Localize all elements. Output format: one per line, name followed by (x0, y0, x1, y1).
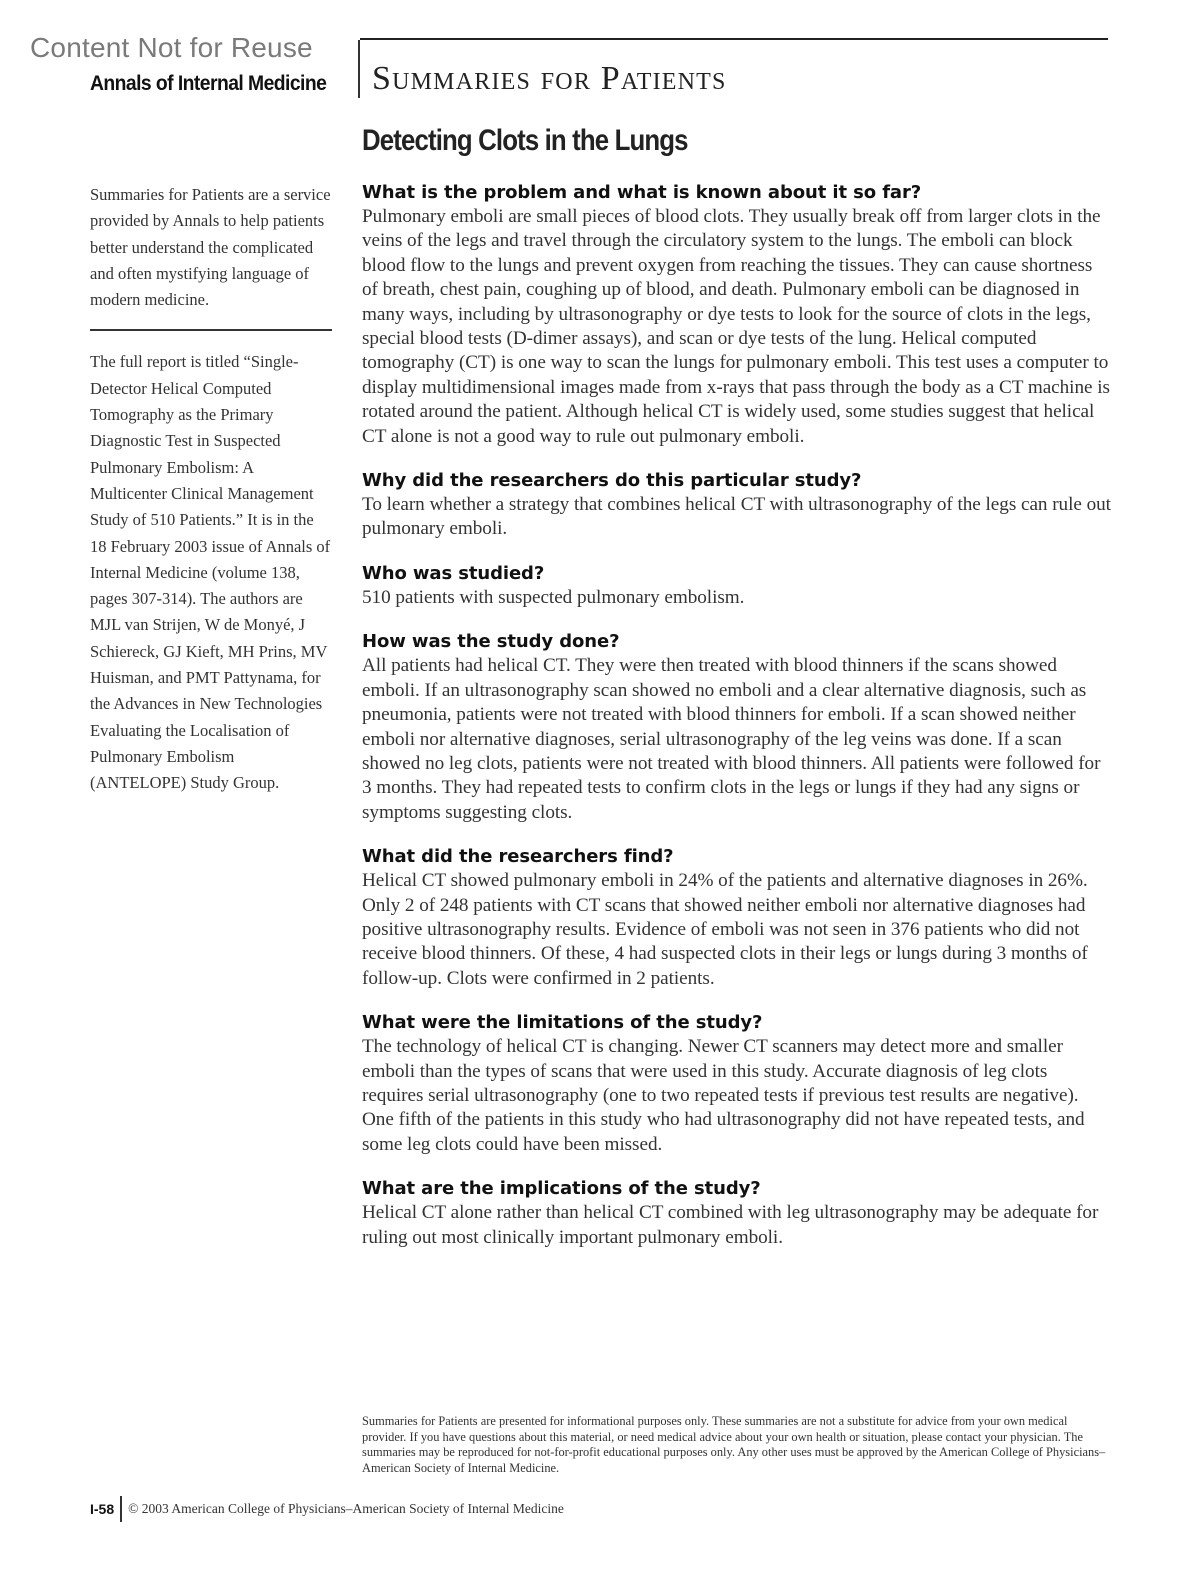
footer-divider (120, 1496, 122, 1522)
section-title: Summaries for Patients (372, 60, 727, 97)
section-implications (362, 1176, 1112, 1250)
journal-name: Annals of Internal Medicine (90, 72, 327, 95)
copyright: © 2003 American College of Physicians–American Society of Internal Medicine (128, 1501, 564, 1516)
section-heading: What is the problem and what is known about it so far? (362, 182, 922, 203)
section-heading: How was the study done? (362, 631, 620, 653)
section-findings (362, 844, 1112, 991)
page-number: I-58 (90, 1501, 115, 1517)
sidebar-divider (90, 329, 332, 331)
section-heading: Who was studied? (362, 562, 545, 584)
section-body: 510 patients with suspected pulmonary embolism. (362, 586, 745, 608)
section-body: Helical CT alone rather than helical CT combined with leg ultrasonography may be adequate for ruling out most clinically important pulmonary emboli. (362, 1202, 1099, 1248)
section-heading: What are the implications of the study? (362, 1178, 761, 1200)
article-body (362, 180, 1112, 1269)
sidebar-intro: Summaries for Patients are a service provided by Annals to help patients better understand the complicated and often mystifying language of modern medicine. (90, 185, 331, 310)
section-limitations (362, 1010, 1112, 1157)
section-heading: What did the researchers find? (362, 846, 674, 868)
header-divider (358, 40, 360, 98)
section-body: The technology of helical CT is changing. Newer CT scanners may detect more and smaller emboli than the types of scans that were used in this study. Accurate diagnosis of leg clots requires serial ultrasonography (one to two repeated tests if previous test results are negative). One fifth of the patients in this study who had ultrasonography did not have repeated tests, and some leg clots could have been missed. (362, 1036, 1085, 1155)
section-problem (362, 180, 1112, 449)
section-heading: What were the limitations of the study? (362, 1012, 763, 1034)
sidebar (90, 182, 332, 797)
footer-disclaimer: Summaries for Patients are presented for informational purposes only. These summaries are not a substitute for advice from your own medical provider. If you have questions about this material, or need medical advice about your own health or situation, please contact your physician. The summaries may be reproduced for not-for-profit educational purposes only. Any other uses must be approved by the American College of Physicians–American Society of Internal Medicine. (362, 1414, 1106, 1475)
sidebar-report-citation: The full report is titled “Single-Detector Helical Computed Tomography as the Primary Diagnostic Test in Suspected Pulmonary Embolism: A Multicenter Clinical Management Study of 510 Patients.” It is in the 18 February 2003 issue of Annals of Internal Medicine (volume 138, pages 307-314). The authors are MJL van Strijen, W de Monyé, J Schiereck, GJ Kieft, MH Prins, MV Huisman, and PMT Pattynama, for the Advances in New Technologies Evaluating the Localisation of Pulmonary Embolism (ANTELOPE) Study Group. (90, 352, 331, 793)
section-how (362, 629, 1112, 825)
section-body: All patients had helical CT. They were then treated with blood thinners if the scans showed emboli. If an ultrasonography scan showed no emboli and a clear alternative diagnosis, such as pneumonia, patients were not treated with blood thinners for emboli. If a scan showed neither emboli nor alternative diagnoses, serial ultrasonography of the leg veins was done. If a scan showed no leg clots, patients were not treated with blood thinners. All patients were followed for 3 months. They had repeated tests to confirm clots in the legs or lungs if they had any signs or symptoms suggesting clots. (362, 655, 1101, 823)
section-body: Pulmonary emboli are small pieces of blood clots. They usually break off from larger clots in the veins of the legs and travel through the circulatory system to the lungs. The emboli can block blood flow to the lungs and prevent oxygen from reaching the tissues. They can cause shortness of breath, chest pain, coughing up of blood, and death. Pulmonary emboli can be diagnosed in many ways, including by ultrasonography or dye tests to look for the source of clots in the legs, special blood tests (D-dimer assays), and scan or dye tests of the lung. Helical computed tomography (CT) is one way to scan the lungs for pulmonary emboli. This test uses a computer to display multidimensional images made from x-rays that pass through the body as a CT machine is rotated around the patient. Although helical CT is widely used, some studies suggest that helical CT alone is not a good way to rule out pulmonary emboli. (362, 206, 1110, 447)
section-heading: Why did the researchers do this particular study? (362, 470, 862, 492)
section-body: To learn whether a strategy that combines helical CT with ultrasonography of the legs can rule out pulmonary emboli. (362, 494, 1111, 540)
section-why (362, 468, 1112, 542)
article-title: Detecting Clots in the Lungs (362, 124, 688, 157)
section-body: Helical CT showed pulmonary emboli in 24% of the patients and alternative diagnoses in 26%. Only 2 of 248 patients with CT scans that showed neither emboli nor alternative diagnoses had positive ultrasonography results. Evidence of emboli was not seen in 376 patients who did not receive blood thinners. Of these, 4 had suspected clots in their legs or lungs during 3 months of follow-up. Clots were confirmed in 2 patients. (362, 870, 1088, 989)
page-footer (90, 1496, 564, 1522)
header-rule (360, 38, 1108, 40)
section-who (362, 561, 1112, 610)
watermark: Content Not for Reuse (30, 32, 313, 63)
